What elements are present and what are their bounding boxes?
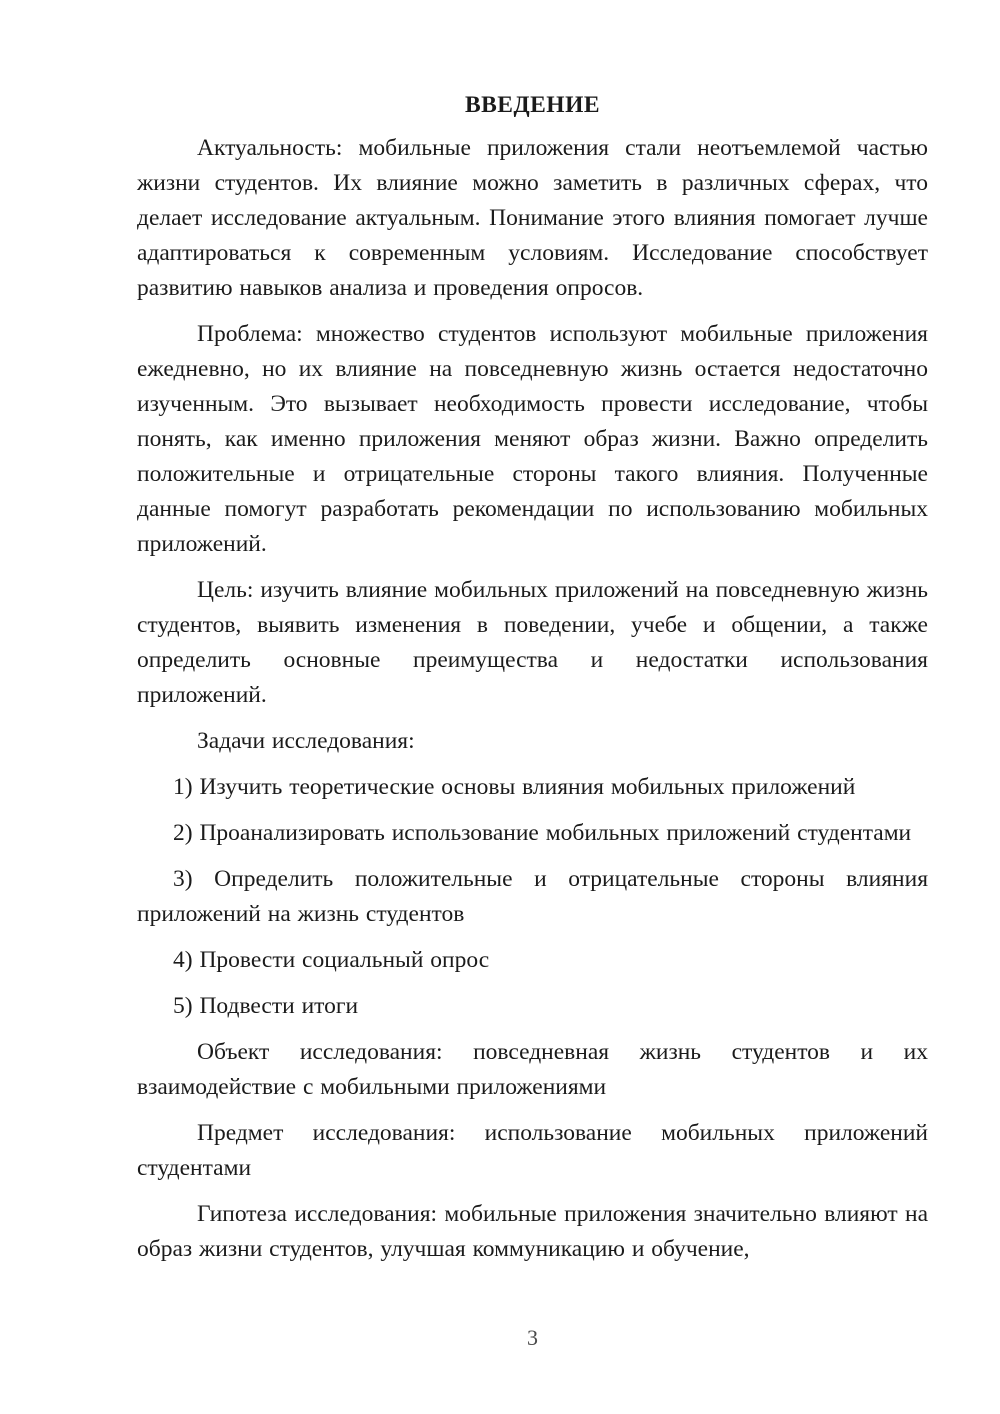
page-number: 3 (527, 1325, 538, 1350)
paragraph-problem: Проблема: множество студентов используют мобильные приложения ежедневно, но их влияние на повседневную жизнь остается недостаточно изученным. Это вызывает необходимость провести исследование, чтобы понять, как именно приложения меняют образ жизни. Важно определить положительные и отрицательные стороны такого влияния. Полученные данные помогут разработать рекомендации по использованию мобильных приложений. (137, 321, 928, 557)
task-item-2: 2) Проанализировать использование мобильных приложений студентами (173, 820, 912, 846)
task-item-5: 5) Подвести итоги (173, 993, 359, 1019)
paragraph-goal: Цель: изучить влияние мобильных приложений на повседневную жизнь студентов, выявить изменения в поведении, учебе и общении, а также определить основные преимущества и недостатки использования приложений. (137, 577, 928, 708)
task-item-4: 4) Провести социальный опрос (173, 947, 490, 973)
paragraph-subject: Предмет исследования: использование мобильных приложений студентами (137, 1120, 928, 1181)
task-item-1: 1) Изучить теоретические основы влияния мобильных приложений (173, 774, 856, 800)
page-title: ВВЕДЕНИЕ (464, 92, 601, 118)
paragraph-object: Объект исследования: повседневная жизнь студентов и их взаимодействие с мобильными приложениями (137, 1039, 928, 1100)
task-item-3: 3) Определить положительные и отрицательные стороны влияния приложений на жизнь студентов (137, 866, 928, 927)
paragraph-tasks-label: Задачи исследования: (197, 728, 415, 754)
paragraph-hypothesis: Гипотеза исследования: мобильные приложения значительно влияют на образ жизни студентов, улучшая коммуникацию и обучение, (137, 1201, 928, 1262)
paragraph-relevance: Актуальность: мобильные приложения стали неотъемлемой частью жизни студентов. Их влияние можно заметить в различных сферах, что делает исследование актуальным. Понимание этого влияния помогает лучше адаптироваться к современным условиям. Исследование способствует развитию навыков анализа и проведения опросов. (137, 135, 928, 301)
